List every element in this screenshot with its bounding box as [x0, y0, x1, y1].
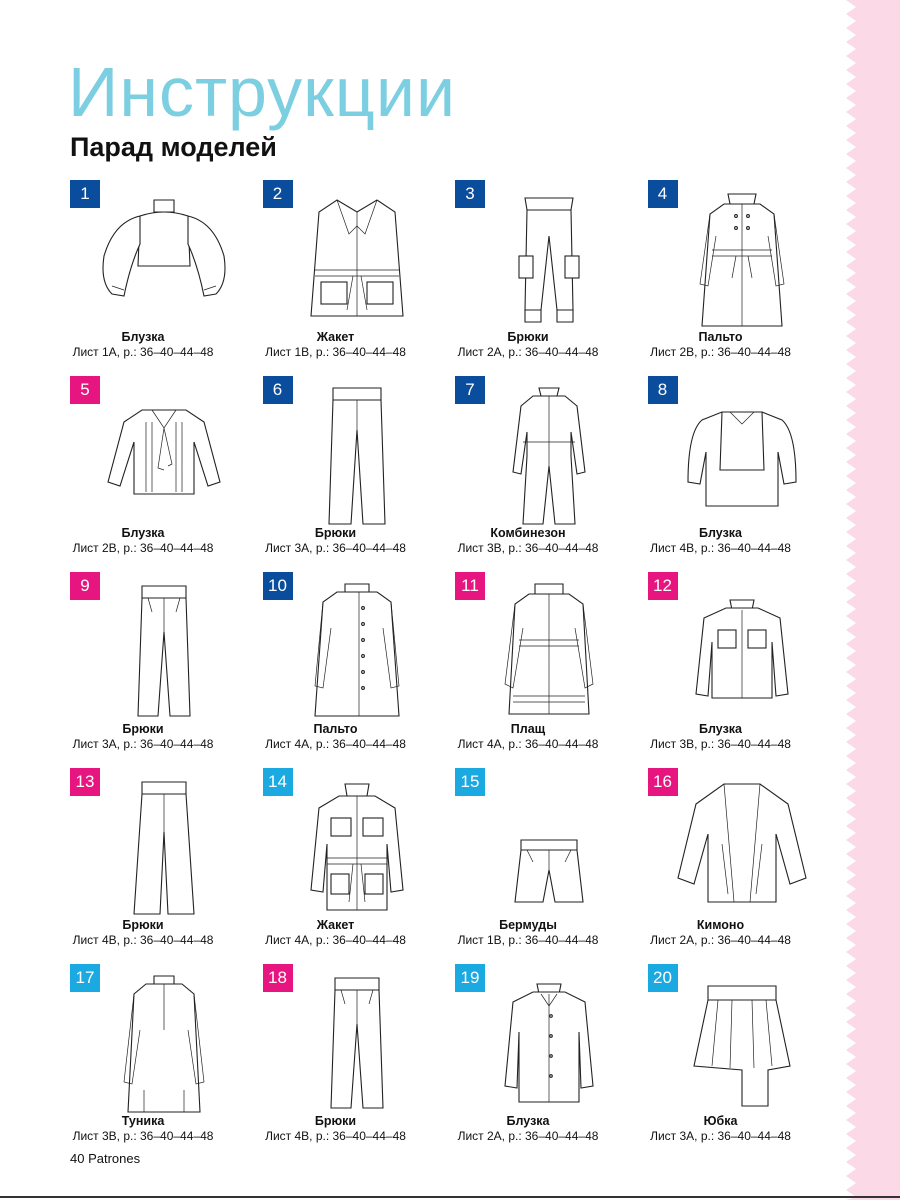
- blouse-puff-icon: [94, 186, 234, 334]
- model-number-badge: 16: [648, 768, 678, 796]
- jacket-icon: [287, 186, 427, 334]
- kimono-icon: [672, 774, 812, 922]
- model-number-badge: 9: [70, 572, 100, 600]
- model-card: [646, 374, 839, 570]
- model-number-badge: 11: [455, 572, 485, 600]
- model-card: [453, 570, 646, 766]
- model-card: [453, 962, 646, 1158]
- tunic-icon: [94, 970, 234, 1118]
- model-number-badge: 13: [70, 768, 100, 796]
- model-name: Бермуды: [499, 918, 557, 932]
- pants-straight-icon: [94, 578, 234, 726]
- model-card: [261, 766, 454, 962]
- model-number-badge: 19: [455, 964, 485, 992]
- model-name: Блузка: [121, 330, 165, 344]
- model-card: [646, 570, 839, 766]
- model-name: Блузка: [699, 722, 742, 736]
- pants-wide-icon: [94, 774, 234, 922]
- model-name: Пальто: [698, 330, 743, 344]
- model-number-badge: 20: [648, 964, 678, 992]
- model-name: Юбка: [703, 1114, 738, 1128]
- model-name: Комбинезон: [490, 526, 566, 540]
- model-card: [261, 962, 454, 1158]
- model-card: [68, 570, 261, 766]
- model-name: Жакет: [316, 330, 355, 344]
- model-sheet-info: Лист 1А, р.: 36–40–44–48: [72, 345, 214, 359]
- model-name: Блузка: [699, 526, 742, 540]
- model-card: [453, 374, 646, 570]
- blouse-bib-icon: [672, 382, 812, 530]
- model-number-badge: 15: [455, 768, 485, 796]
- model-sheet-info: Лист 3В, р.: 36–40–44–48: [650, 737, 791, 751]
- page-footer: 40 Patrones: [70, 1151, 141, 1166]
- model-card: [646, 766, 839, 962]
- model-number-badge: 8: [648, 376, 678, 404]
- model-sheet-info: Лист 4А, р.: 36–40–44–48: [457, 737, 599, 751]
- model-card: [68, 178, 261, 374]
- model-card: [68, 374, 261, 570]
- decorative-side-strip: [846, 0, 900, 1200]
- model-number-badge: 18: [263, 964, 293, 992]
- pants-straight-icon: [287, 970, 427, 1118]
- shorts-icon: [479, 774, 619, 922]
- jumpsuit-icon: [479, 382, 619, 530]
- model-sheet-info: Лист 3А, р.: 36–40–44–48: [650, 1129, 791, 1143]
- model-sheet-info: Лист 1В, р.: 36–40–44–48: [265, 345, 406, 359]
- models-grid: [68, 178, 838, 1162]
- model-sheet-info: Лист 3А, р.: 36–40–44–48: [265, 541, 406, 555]
- model-name: Туника: [121, 1114, 165, 1128]
- model-name: Брюки: [507, 330, 549, 344]
- model-sheet-info: Лист 1В, р.: 36–40–44–48: [457, 933, 599, 947]
- model-card: [646, 962, 839, 1158]
- model-sheet-info: Лист 2А, р.: 36–40–44–48: [457, 345, 599, 359]
- model-name: Блузка: [506, 1114, 550, 1128]
- model-number-badge: 12: [648, 572, 678, 600]
- zigzag-edge: [846, 0, 860, 1200]
- model-card: [453, 766, 646, 962]
- model-name: Брюки: [122, 918, 164, 932]
- model-name: Пальто: [313, 722, 358, 736]
- model-card: [68, 766, 261, 962]
- model-sheet-info: Лист 3В, р.: 36–40–44–48: [457, 541, 599, 555]
- model-number-badge: 4: [648, 180, 678, 208]
- model-name: Брюки: [122, 722, 164, 736]
- model-card: [453, 178, 646, 374]
- page-title: Инструкции: [68, 53, 457, 131]
- jacket-belt-icon: [287, 774, 427, 922]
- page-subtitle: Парад моделей: [70, 132, 277, 162]
- model-number-badge: 2: [263, 180, 293, 208]
- shirt-icon: [479, 970, 619, 1118]
- trench-icon: [479, 578, 619, 726]
- model-sheet-info: Лист 2А, р.: 36–40–44–48: [650, 933, 791, 947]
- model-sheet-info: Лист 2В, р.: 36–40–44–48: [650, 345, 791, 359]
- model-card: [261, 374, 454, 570]
- blouse-bow-icon: [94, 382, 234, 530]
- model-name: Блузка: [121, 526, 165, 540]
- model-card: [261, 570, 454, 766]
- model-number-badge: 7: [455, 376, 485, 404]
- model-name: Жакет: [316, 918, 355, 932]
- pants-flare-icon: [287, 382, 427, 530]
- model-name: Брюки: [314, 526, 357, 540]
- model-sheet-info: Лист 3А, р.: 36–40–44–48: [72, 737, 214, 751]
- model-number-badge: 5: [70, 376, 100, 404]
- cargo-icon: [479, 186, 619, 334]
- model-name: Кимоно: [696, 918, 745, 932]
- model-sheet-info: Лист 4В, р.: 36–40–44–48: [650, 541, 791, 555]
- model-name: Плащ: [510, 722, 546, 736]
- model-sheet-info: Лист 4В, р.: 36–40–44–48: [265, 1129, 406, 1143]
- bottom-rule: [0, 1196, 900, 1198]
- model-number-badge: 1: [70, 180, 100, 208]
- model-sheet-info: Лист 3В, р.: 36–40–44–48: [72, 1129, 214, 1143]
- model-sheet-info: Лист 4А, р.: 36–40–44–48: [265, 933, 406, 947]
- model-number-badge: 14: [263, 768, 293, 796]
- model-number-badge: 10: [263, 572, 293, 600]
- model-card: [68, 962, 261, 1158]
- model-card: [646, 178, 839, 374]
- model-sheet-info: Лист 2А, р.: 36–40–44–48: [457, 1129, 599, 1143]
- model-number-badge: 6: [263, 376, 293, 404]
- skirt-icon: [672, 970, 812, 1118]
- model-number-badge: 3: [455, 180, 485, 208]
- model-number-badge: 17: [70, 964, 100, 992]
- coat-long-icon: [287, 578, 427, 726]
- shirt-pockets-icon: [672, 578, 812, 726]
- model-card: [261, 178, 454, 374]
- model-sheet-info: Лист 2В, р.: 36–40–44–48: [72, 541, 214, 555]
- model-sheet-info: Лист 4А, р.: 36–40–44–48: [265, 737, 406, 751]
- model-sheet-info: Лист 4В, р.: 36–40–44–48: [72, 933, 214, 947]
- model-name: Брюки: [314, 1114, 357, 1128]
- coat-icon: [672, 186, 812, 334]
